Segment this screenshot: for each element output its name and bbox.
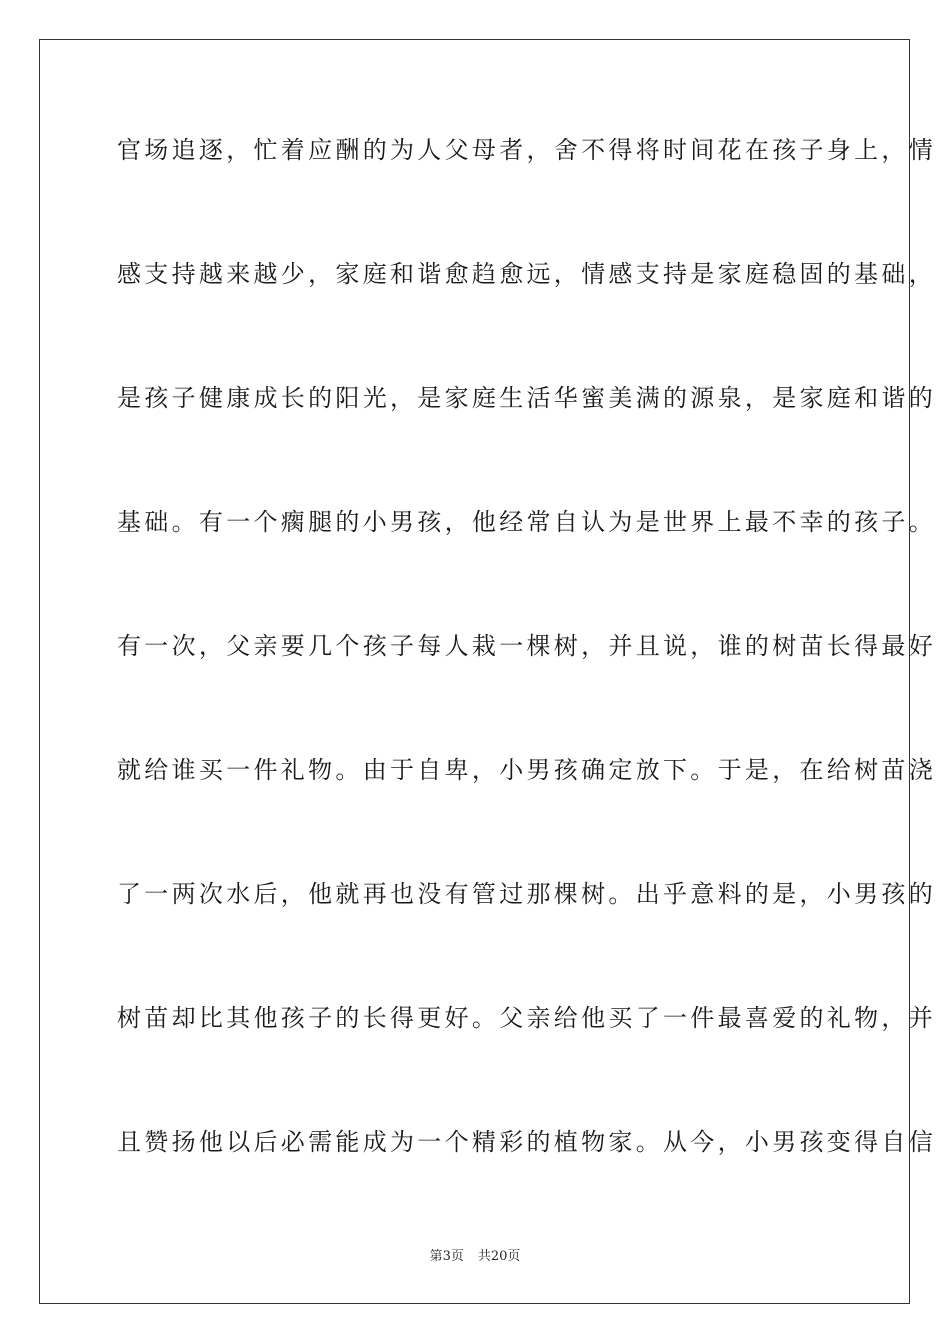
- text-line: 且赞扬他以后必需能成为一个精彩的植物家。从今，小男孩变得自信: [117, 1128, 936, 1156]
- text-line: 是孩子健康成长的阳光，是家庭生活华蜜美满的源泉，是家庭和谐的: [117, 384, 936, 412]
- page-total: 共20页: [477, 1249, 521, 1264]
- text-line: 有一次，父亲要几个孩子每人栽一棵树，并且说，谁的树苗长得最好: [117, 632, 936, 660]
- text-line: 感支持越来越少，家庭和谐愈趋愈远，情感支持是家庭稳固的基础，: [117, 260, 936, 288]
- text-line: 基础。有一个瘸腿的小男孩，他经常自认为是世界上最不幸的孩子。: [117, 508, 936, 536]
- text-line: 树苗却比其他孩子的长得更好。父亲给他买了一件最喜爱的礼物，并: [117, 1004, 936, 1032]
- text-line: 了一两次水后，他就再也没有管过那棵树。出乎意料的是，小男孩的: [117, 880, 936, 908]
- page-border: [39, 39, 936, 1304]
- text-line: 官场追逐，忙着应酬的为人父母者，舍不得将时间花在孩子身上，情: [117, 136, 936, 164]
- text-line: 就给谁买一件礼物。由于自卑，小男孩确定放下。于是，在给树苗浇: [117, 756, 936, 784]
- page-number: 第3页: [429, 1249, 464, 1264]
- page-footer: [0, 1248, 950, 1266]
